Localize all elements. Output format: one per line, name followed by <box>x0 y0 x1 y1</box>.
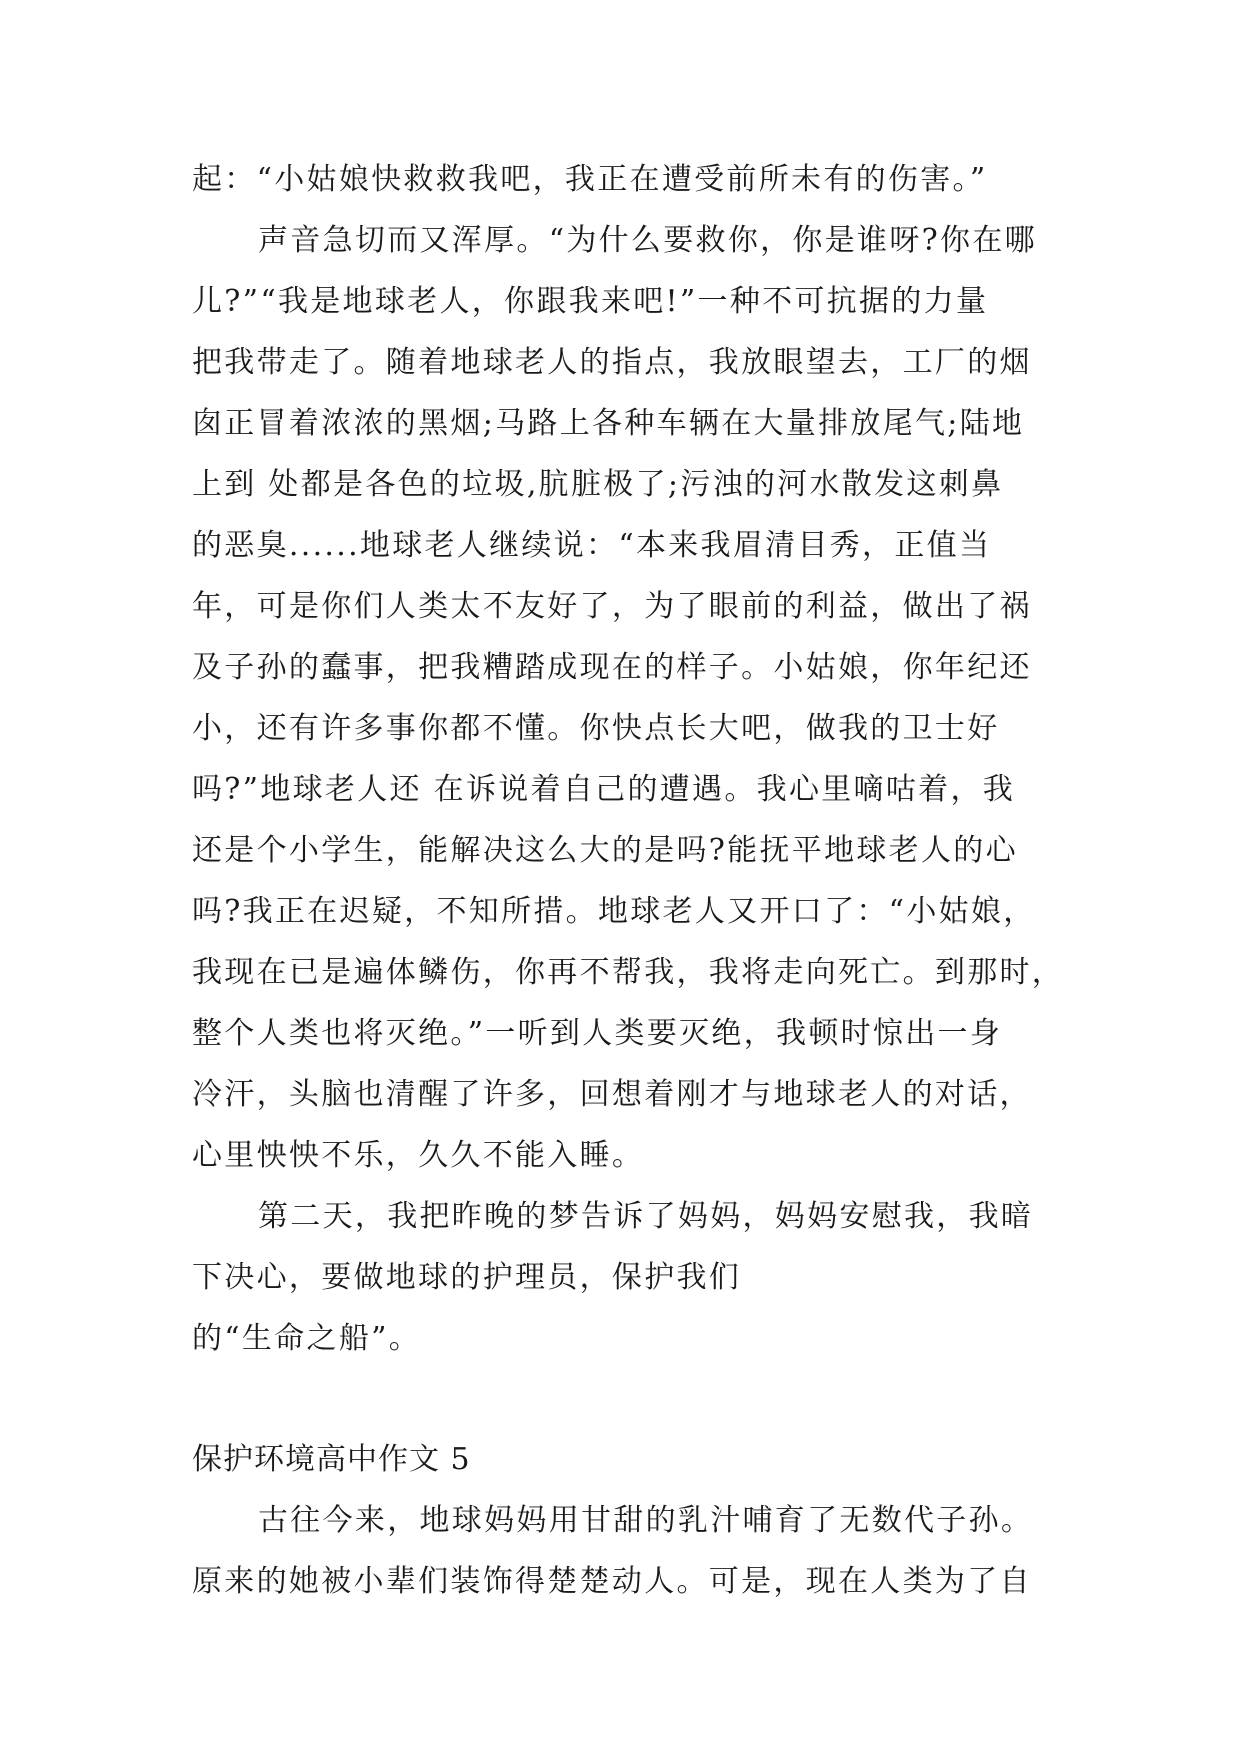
text-line: 整个人类也将灭绝。”一听到人类要灭绝，我顿时惊出一身 <box>192 1016 1003 1051</box>
text-line: 小，还有许多事你都不懂。你快点长大吧，做我的卫士好 <box>192 711 1000 746</box>
text-line: 还是个小学生，能解决这么大的是吗?能抚平地球老人的心 <box>192 833 1018 868</box>
text-line: 上到 处都是各色的垃圾,肮脏极了;污浊的河水散发这刺鼻 <box>192 467 1004 502</box>
text-line: 原来的她被小辈们装饰得楚楚动人。可是，现在人类为了自 <box>192 1564 1032 1599</box>
text-line: 年，可是你们人类太不友好了，为了眼前的利益，做出了祸 <box>192 589 1032 624</box>
text-line: 的恶臭......地球老人继续说：“本来我眉清目秀，正值当 <box>192 528 992 563</box>
paragraph-first-line: 声音急切而又浑厚。“为什么要救你，你是谁呀?你在哪 <box>258 223 1037 258</box>
text-line: 下决心，要做地球的护理员，保护我们 <box>192 1260 742 1295</box>
text-line: 的“生命之船”。 <box>192 1321 422 1356</box>
paragraph-first-line: 第二天，我把昨晚的梦告诉了妈妈，妈妈安慰我，我暗 <box>258 1199 1034 1234</box>
text-line: 囱正冒着浓浓的黑烟;马路上各种车辆在大量排放尾气;陆地 <box>192 406 1025 441</box>
text-line: 心里怏怏不乐，久久不能入睡。 <box>192 1138 645 1173</box>
text-line: 起：“小姑娘快救救我吧，我正在遭受前所未有的伤害。” <box>192 162 988 197</box>
text-line: 儿?”“我是地球老人，你跟我来吧!”一种不可抗据的力量 <box>192 284 989 319</box>
text-line: 把我带走了。随着地球老人的指点，我放眼望去，工厂的烟 <box>192 345 1032 380</box>
text-line: 我现在已是遍体鳞伤，你再不帮我，我将走向死亡。到那时， <box>192 955 1065 990</box>
paragraph-first-line: 古往今来，地球妈妈用甘甜的乳汁哺育了无数代子孙。 <box>258 1503 1034 1538</box>
text-line: 冷汗，头脑也清醒了许多，回想着刚才与地球老人的对话， <box>192 1077 1032 1112</box>
text-line: 及子孙的蠢事，把我糟踏成现在的样子。小姑娘，你年纪还 <box>192 650 1032 685</box>
text-line: 吗?”地球老人还 在诉说着自己的遭遇。我心里嘀咕着，我 <box>192 772 1016 807</box>
text-line: 吗?我正在迟疑，不知所措。地球老人又开口了：“小姑娘， <box>192 894 1036 929</box>
section-heading: 保护环境高中作文 5 <box>192 1442 471 1477</box>
